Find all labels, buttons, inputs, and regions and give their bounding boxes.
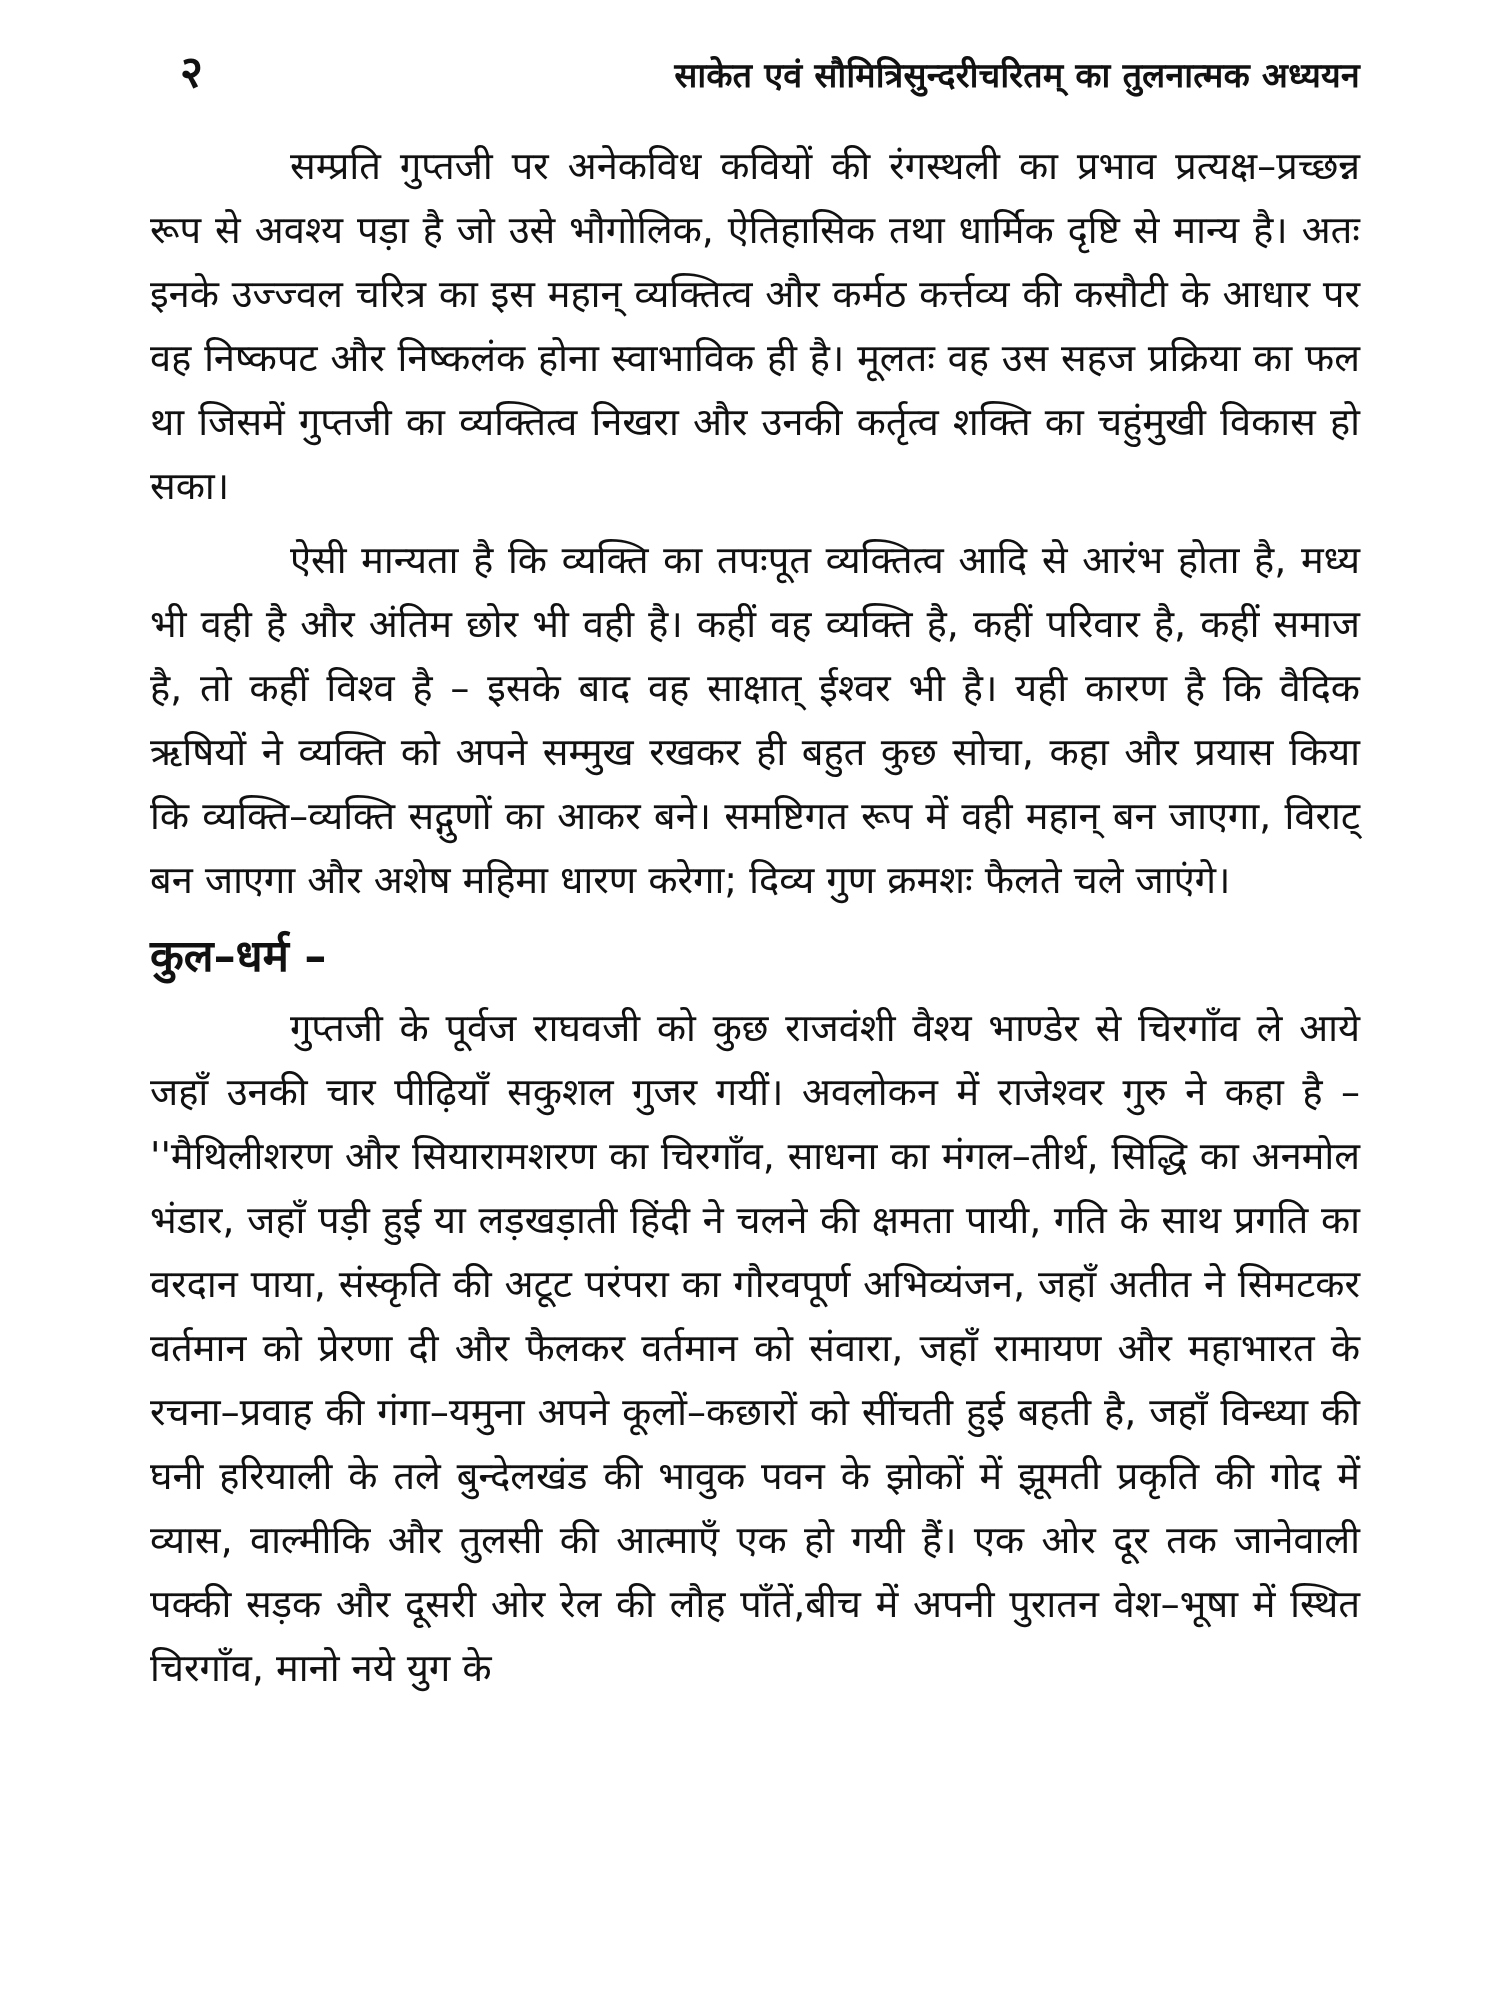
page-number: २ [180, 47, 203, 98]
section-heading-kul-dharm: कुल–धर्म – [150, 931, 327, 982]
section-kul-dharm [150, 996, 1360, 1700]
paragraph-1: सम्प्रति गुप्तजी पर अनेकविध कवियों की रंगस्थली का प्रभाव प्रत्यक्ष–प्रच्छन्न रूप से अवश्य पड़ा है जो उसे भौगोलिक, ऐतिहासिक तथा धार्मिक दृष्टि से मान्य है। अतः इनके उज्ज्वल चरित्र का इस महान् व्यक्तित्व और कर्मठ कर्त्तव्य की कसौटी के आधार पर वह निष्कपट और निष्कलंक होना स्वाभाविक ही है। मूलतः वह उस सहज प्रक्रिया का फल था जिसमें गुप्तजी का व्यक्तित्व निखरा और उनकी कर्तृत्व शक्ति का चहुंमुखी विकास हो सका। [150, 144, 1360, 508]
paragraph-3: गुप्तजी के पूर्वज राघवजी को कुछ राजवंशी वैश्य भाण्डेर से चिरगाँव ले आये जहाँ उनकी चार पीढ़ियाँ सकुशल गुजर गयीं। अवलोकन में राजेश्वर गुरु ने कहा है – ''मैथिलीशरण और सियारामशरण का चिरगाँव, साधना का मंगल–तीर्थ, सिद्धि का अनमोल भंडार, जहाँ पड़ी हुई या लड़खड़ाती हिंदी ने चलने की क्षमता पायी, गति के साथ प्रगति का वरदान पाया, संस्कृति की अटूट परंपरा का गौरवपूर्ण अभिव्यंजन, जहाँ अतीत ने सिमटकर वर्तमान को प्रेरणा दी और फैलकर वर्तमान को संवारा, जहाँ रामायण और महाभारत के रचना–प्रवाह की गंगा–यमुना अपने कूलों–कछारों को सींचती हुई बहती है, जहाँ विन्ध्या की घनी हरियाली के तले बुन्देलखंड की भावुक पवन के झोकों में झूमती प्रकृति की गोद में व्यास, वाल्मीकि और तुलसी की आत्माएँ एक हो गयी हैं। एक ओर दूर तक जानेवाली पक्की सड़क और दूसरी ओर रेल की लौह पाँतें,बीच में अपनी पुरातन वेश–भूषा में स्थित चिरगाँव, मानो नये युग के [150, 1006, 1360, 1690]
running-title: साकेत एवं सौमित्रिसुन्दरीचरितम् का तुलनात्मक अध्ययन [674, 56, 1360, 96]
page-header [150, 40, 1360, 110]
section-individual [150, 528, 1360, 912]
paragraph-2: ऐसी मान्यता है कि व्यक्ति का तपःपूत व्यक्तित्व आदि से आरंभ होता है, मध्य भी वही है और अंतिम छोर भी वही है। कहीं वह व्यक्ति है, कहीं परिवार है, कहीं समाज है, तो कहीं विश्व है – इसके बाद वह साक्षात् ईश्वर भी है। यही कारण है कि वैदिक ऋषियों ने व्यक्ति को अपने सम्मुख रखकर ही बहुत कुछ सोचा, कहा और प्रयास किया कि व्यक्ति–व्यक्ति सद्गुणों का आकर बने। समष्टिगत रूप में वही महान् बन जाएगा, विराट् बन जाएगा और अशेष महिमा धारण करेगा; दिव्य गुण क्रमशः फैलते चले जाएंगे। [150, 538, 1360, 902]
section-intro [150, 134, 1360, 518]
